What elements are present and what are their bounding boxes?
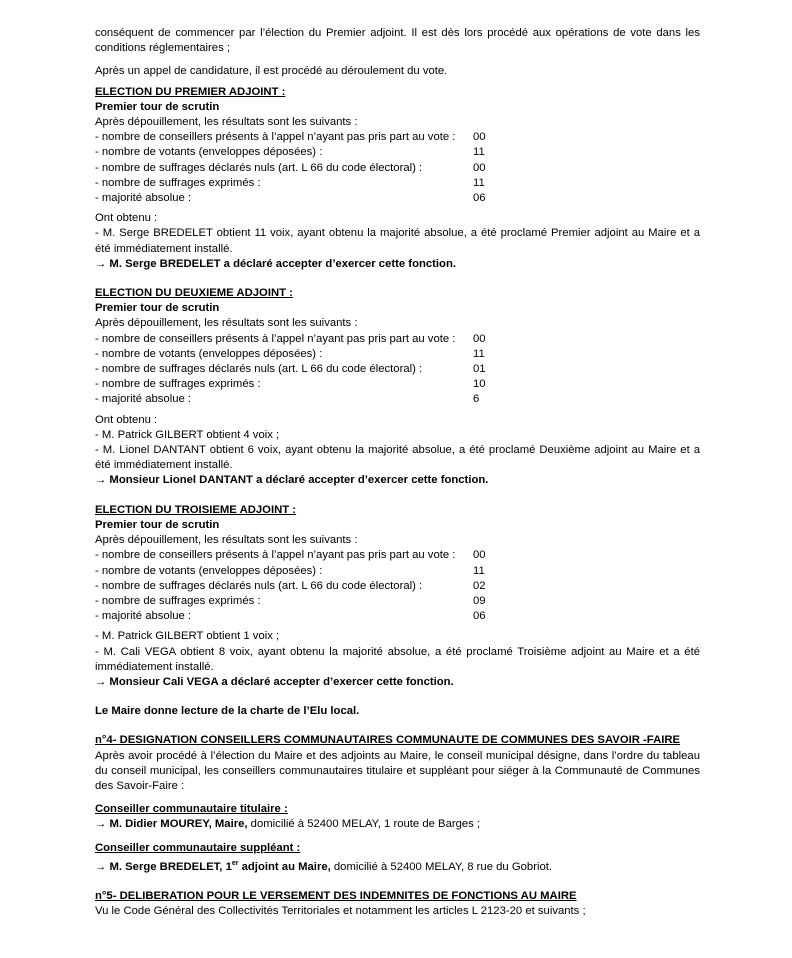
result-label: - nombre de suffrages exprimés :: [95, 378, 261, 391]
result-label: - majorité absolue :: [95, 192, 192, 205]
result-label: - majorité absolue :: [95, 610, 192, 623]
tour-label: Premier tour de scrutin: [95, 518, 220, 531]
result-label: - nombre de votants (enveloppes déposées) :: [95, 564, 323, 577]
result-row: [95, 332, 700, 347]
result-row: [95, 594, 700, 609]
section-body: Vu le Code Général des Collectivités Territoriales et notamment les articles L 2123-20 et suivants ;: [95, 904, 586, 917]
election-deuxieme-adjoint: [95, 286, 700, 489]
result-value: 09: [473, 594, 486, 607]
candidate-result: - M. Patrick GILBERT obtient 4 voix ;: [95, 428, 280, 441]
section-5: [95, 889, 700, 919]
result-value: 00: [473, 161, 486, 174]
arrow-glyph: →: [95, 818, 107, 831]
result-value: 02: [473, 579, 486, 592]
suppleant-line: [95, 856, 700, 875]
result-value: 11: [473, 146, 485, 159]
result-label: - nombre de suffrages déclarés nuls (art. L 66 du code électoral) :: [95, 579, 423, 592]
titulaire-line: [95, 817, 700, 832]
result-row: [95, 609, 700, 624]
result-label: - nombre de conseillers présents à l’appel n’ayant pas pris part au vote :: [95, 332, 456, 345]
result-row: [95, 377, 700, 392]
ont-obtenu-label: Ont obtenu :: [95, 212, 158, 225]
result-row: [95, 564, 700, 579]
depouillement-label: Après dépouillement, les résultats sont les suivants :: [95, 116, 358, 129]
ont-obtenu-label: Ont obtenu :: [95, 413, 158, 426]
result-row: [95, 161, 700, 176]
section-title: n°5- DELIBERATION POUR LE VERSEMENT DES INDEMNITES DE FONCTIONS AU MAIRE: [95, 889, 577, 902]
result-value: 11: [473, 347, 485, 360]
candidate-result: - M. Lionel DANTANT obtient 6 voix, ayant obtenu la majorité absolue, a été proclamé Deuxième adjoint au Maire et a été immédiatement installé.: [95, 444, 700, 472]
suppleant-title: Conseiller communautaire suppléant :: [95, 841, 301, 854]
result-row: [95, 362, 700, 377]
result-row: [95, 176, 700, 191]
result-value: 06: [473, 192, 486, 205]
result-value: 10: [473, 378, 486, 391]
election-title: ELECTION DU PREMIER ADJOINT :: [95, 85, 286, 98]
election-title: ELECTION DU TROISIEME ADJOINT :: [95, 503, 297, 516]
result-label: - nombre de suffrages déclarés nuls (art. L 66 du code électoral) :: [95, 161, 423, 174]
result-row: [95, 548, 700, 563]
tour-label: Premier tour de scrutin: [95, 302, 220, 315]
election-premier-adjoint: [95, 85, 700, 272]
arrow-glyph: →: [95, 860, 107, 873]
result-value: 11: [473, 176, 485, 189]
result-label: - nombre de votants (enveloppes déposées) :: [95, 347, 323, 360]
titulaire-name: M. Didier MOUREY, Maire,: [109, 818, 248, 831]
suppleant-name: M. Serge BREDELET, 1: [109, 860, 232, 873]
result-label: - nombre de suffrages déclarés nuls (art. L 66 du code électoral) :: [95, 363, 423, 376]
acceptance-statement: → M. Serge BREDELET a déclaré accepter d’exercer cette fonction.: [95, 257, 456, 270]
result-row: [95, 130, 700, 145]
candidate-result: - M. Serge BREDELET obtient 11 voix, ayant obtenu la majorité absolue, a été proclamé Premier adjoint au Maire et a été immédiatement installé.: [95, 227, 700, 255]
tour-label: Premier tour de scrutin: [95, 100, 220, 113]
result-value: 11: [473, 564, 485, 577]
suppleant-role: adjoint au Maire,: [238, 860, 331, 873]
result-label: - nombre de suffrages exprimés :: [95, 594, 261, 607]
charte-statement: Le Maire donne lecture de la charte de l’Elu local.: [95, 705, 360, 718]
suppleant-ordinal: er: [231, 859, 239, 867]
result-label: - majorité absolue :: [95, 393, 192, 406]
acceptance-statement: → Monsieur Lionel DANTANT a déclaré accepter d’exercer cette fonction.: [95, 474, 489, 487]
result-row: [95, 347, 700, 362]
depouillement-label: Après dépouillement, les résultats sont les suivants :: [95, 317, 358, 330]
result-row: [95, 392, 700, 407]
result-row: [95, 579, 700, 594]
election-troisieme-adjoint: [95, 503, 700, 690]
section-body: Après avoir procédé à l’élection du Maire et des adjoints au Maire, le conseil municipal désigne, dans l’ordre du tableau du conseil municipal, les conseillers communautaires titulaire et suppléant pour siéger à la Communauté de Communes des Savoir-Faire :: [95, 749, 700, 792]
titulaire-address: domicilié à 52400 MELAY, 1 route de Barges ;: [247, 818, 481, 831]
result-value: 00: [473, 332, 486, 345]
section-title: n°4- DESIGNATION CONSEILLERS COMMUNAUTAIRES COMMUNAUTE DE COMMUNES DES SAVOIR -FAIRE: [95, 734, 681, 747]
section-4: [95, 733, 700, 874]
result-value: 01: [473, 363, 486, 376]
document-page: [95, 26, 700, 919]
suppleant-address: domicilié à 52400 MELAY, 8 rue du Gobriot.: [330, 860, 553, 873]
acceptance-statement: → Monsieur Cali VEGA a déclaré accepter d’exercer cette fonction.: [95, 675, 454, 688]
depouillement-label: Après dépouillement, les résultats sont les suivants :: [95, 534, 358, 547]
candidate-result: - M. Cali VEGA obtient 8 voix, ayant obtenu la majorité absolue, a été proclamé Troisième adjoint au Maire et a été immédiatement installé.: [95, 645, 700, 673]
candidate-result: - M. Patrick GILBERT obtient 1 voix ;: [95, 630, 280, 643]
result-label: - nombre de votants (enveloppes déposées) :: [95, 146, 323, 159]
result-value: 6: [473, 393, 480, 406]
titulaire-title: Conseiller communautaire titulaire :: [95, 803, 288, 816]
result-label: - nombre de conseillers présents à l’appel n’ayant pas pris part au vote :: [95, 549, 456, 562]
intro-paragraph-2: Après un appel de candidature, il est procédé au déroulement du vote.: [95, 65, 448, 78]
result-value: 06: [473, 610, 486, 623]
result-value: 00: [473, 131, 486, 144]
intro-paragraph: conséquent de commencer par l’élection du Premier adjoint. Il est dès lors procédé aux opérations de vote dans les conditions réglementaires ;: [95, 27, 700, 55]
election-title: ELECTION DU DEUXIEME ADJOINT :: [95, 287, 293, 300]
result-value: 00: [473, 549, 486, 562]
result-label: - nombre de conseillers présents à l’appel n’ayant pas pris part au vote :: [95, 131, 456, 144]
result-label: - nombre de suffrages exprimés :: [95, 176, 261, 189]
result-row: [95, 145, 700, 160]
result-row: [95, 191, 700, 206]
